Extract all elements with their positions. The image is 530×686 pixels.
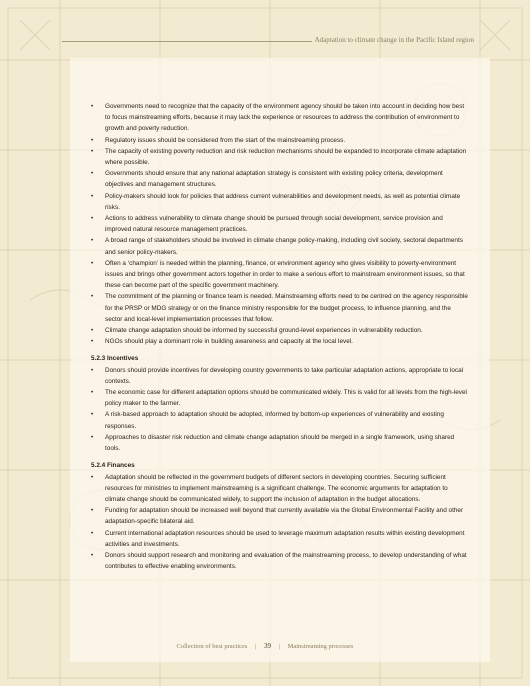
footer-separator: | bbox=[278, 643, 280, 650]
list-item-text: Actions to address vulnerability to climate change should be pursued through social development, service provision and improved natural resource management practices. bbox=[105, 215, 443, 234]
page-footer bbox=[0, 642, 530, 650]
bullet-glyph: • bbox=[91, 551, 94, 559]
list-item-text: NGOs should play a dominant role in building awareness and capacity at the local level. bbox=[105, 338, 353, 346]
bullet-glyph: • bbox=[91, 215, 94, 223]
list-item-text: Climate change adaptation should be informed by successful ground-level experiences in vulnerability reduction. bbox=[105, 327, 423, 335]
list-item-text: A risk-based approach to adaptation should be adopted, informed by bottom-up experiences of vulnerability and existing responses. bbox=[105, 411, 444, 430]
list-item bbox=[91, 235, 469, 257]
bullet-glyph: • bbox=[91, 411, 94, 419]
header-title: Adaptation to climate change in the Pacific Island region bbox=[314, 36, 474, 44]
list-item-text: The commitment of the planning or finance team is needed. Mainstreaming efforts need to be centred on the agency responsible for the PRSP or MDG strategy or on the finance ministry responsible for the budget process, to influence planning, and the sector and local-level implementation processes that follow. bbox=[105, 293, 468, 323]
header-rule bbox=[62, 41, 312, 42]
bullet-glyph: • bbox=[91, 103, 94, 110]
bullet-glyph: • bbox=[91, 192, 94, 200]
list-item-text: Policy-makers should look for policies that address current vulnerabilities and development needs, as well as potential climate risks. bbox=[105, 192, 461, 211]
list-item bbox=[91, 432, 469, 454]
bullet-glyph: • bbox=[91, 529, 94, 537]
list-item bbox=[91, 336, 469, 347]
footer-right-text: Mainstreaming processes bbox=[287, 643, 354, 650]
list-item bbox=[91, 550, 469, 572]
list-item bbox=[91, 213, 469, 235]
incentives-bullet-list bbox=[91, 365, 469, 455]
list-item bbox=[91, 191, 469, 213]
list-item bbox=[91, 387, 469, 409]
page-number: 39 bbox=[264, 642, 272, 650]
list-item-text: Regulatory issues should be considered from the start of the mainstreaming process. bbox=[105, 136, 346, 144]
list-item bbox=[91, 135, 469, 146]
list-item bbox=[91, 101, 469, 135]
list-item bbox=[91, 365, 469, 387]
bullet-glyph: • bbox=[91, 389, 94, 397]
list-item-text: Donors should provide incentives for developing country governments to take particular adaptation actions, appropriate to local contexts. bbox=[105, 366, 464, 385]
list-item-text: Governments need to recognize that the capacity of the environment agency should be taken into account in deciding how best to focus mainstreaming efforts, because it may lack the experience or resources to address the contribution of environment to growth and poverty reduction. bbox=[105, 103, 465, 133]
bullet-glyph: • bbox=[91, 259, 94, 267]
list-item bbox=[91, 528, 469, 550]
list-item bbox=[91, 168, 469, 190]
bullet-glyph: • bbox=[91, 366, 94, 374]
bullet-glyph: • bbox=[91, 147, 94, 155]
list-item bbox=[91, 472, 469, 506]
list-item bbox=[91, 325, 469, 336]
list-item-text: A broad range of stakeholders should be involved in climate change policy-making, including civil society, sectoral departments and senior policy-makers. bbox=[105, 237, 463, 256]
main-bullet-list bbox=[91, 101, 469, 347]
list-item-text: Adaptation should be reflected in the government budgets of different sectors in developing countries. Securing sufficient resources for ministries to implement mainstreaming is a significant challenge. The economic arguments for adaptation to climate change should be communicated widely, to support the inclusion of adaptation in the budget allocations. bbox=[105, 473, 448, 503]
bullet-glyph: • bbox=[91, 338, 94, 346]
list-item-text: The capacity of existing poverty reduction and risk reduction mechanisms should be expanded to incorporate climate adaptation where possible. bbox=[105, 147, 467, 167]
finances-bullet-list bbox=[91, 472, 469, 573]
running-header bbox=[62, 36, 474, 50]
bullet-glyph: • bbox=[91, 237, 94, 245]
list-item bbox=[91, 146, 469, 168]
list-item bbox=[91, 258, 469, 292]
section-heading-finances: 5.2.4 Finances bbox=[91, 462, 135, 470]
list-item-text: Often a ‘champion’ is needed within the planning, finance, or environment agency who gives visibility to poverty-environment issues and brings other government actors together in order to make a serious effort to mainstream environment issues, so that these can become part of the specific government machinery. bbox=[105, 259, 465, 290]
bullet-glyph: • bbox=[91, 433, 94, 441]
list-item bbox=[91, 409, 469, 431]
bullet-glyph: • bbox=[91, 507, 94, 515]
bullet-glyph: • bbox=[91, 473, 94, 481]
bullet-glyph: • bbox=[91, 136, 94, 144]
section-heading-incentives: 5.2.3 Incentives bbox=[91, 355, 139, 363]
bullet-glyph: • bbox=[91, 327, 94, 335]
footer-left-text: Collection of best practices bbox=[176, 643, 248, 650]
bullet-glyph: • bbox=[91, 293, 94, 301]
list-item-text: The economic case for different adaptation options should be communicated widely. This is valid for all levels from the high-level policy maker to the farmer. bbox=[105, 389, 467, 408]
list-item-text: Current international adaptation resources should be used to leverage maximum adaptation results within existing development activities and investments. bbox=[105, 529, 465, 548]
list-item-text: Approaches to disaster risk reduction and climate change adaptation should be merged in a single framework, using shared tools. bbox=[105, 433, 455, 453]
list-item-text: Funding for adaptation should be increased well beyond that currently available via the Global Environmental Facility and other adaptation-specific bilateral aid. bbox=[105, 507, 464, 526]
list-item-text: Governments should ensure that any national adaptation strategy is consistent with existing policy criteria, development objectives and management structures. bbox=[105, 170, 443, 189]
main-content bbox=[91, 101, 469, 572]
list-item bbox=[91, 505, 469, 527]
list-item-text: Donors should support research and monitoring and evaluation of the mainstreaming process, to develop understanding of what contributes to effective enabling environments. bbox=[105, 551, 467, 571]
footer-separator: | bbox=[255, 643, 257, 650]
bullet-glyph: • bbox=[91, 170, 94, 178]
list-item bbox=[91, 291, 469, 325]
